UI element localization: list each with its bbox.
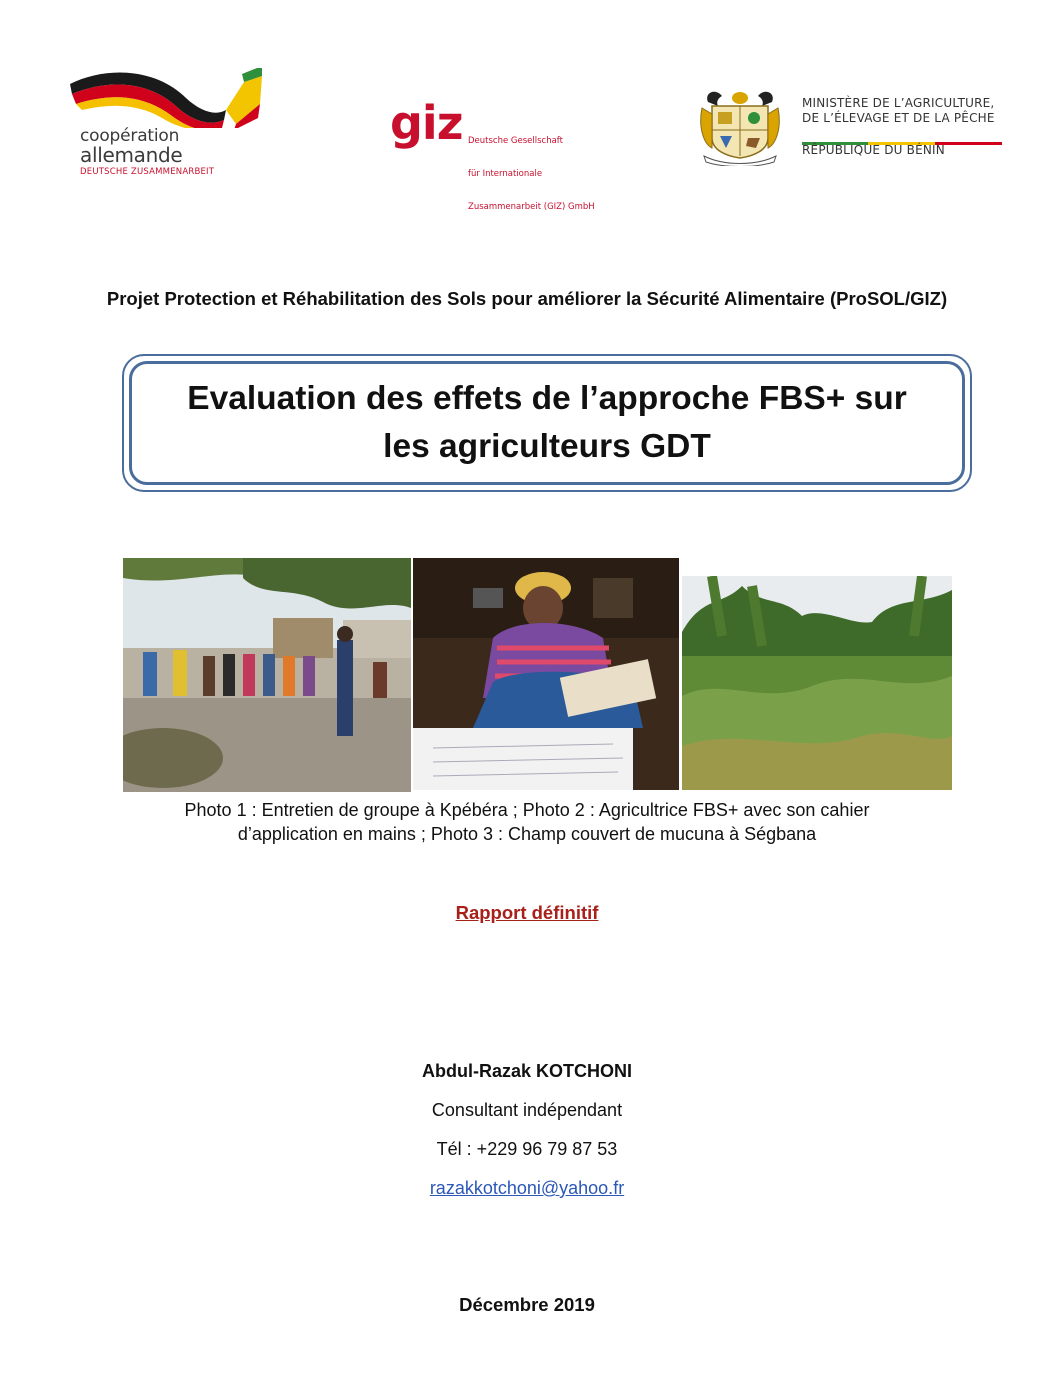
giz-wordmark: giz — [390, 96, 463, 150]
group-meeting-photo — [123, 558, 411, 792]
giz-logo — [390, 96, 610, 212]
giz-description — [468, 114, 595, 235]
mucuna-field-photo — [682, 576, 952, 790]
photo-caption-line2: d’application en mains ; Photo 3 : Champ couvert de mucuna à Ségbana — [237, 824, 817, 844]
report-title-line1: Evaluation des effets de l’approche FBS+ sur — [187, 380, 907, 417]
report-title — [167, 375, 927, 471]
farmer-with-notebook-photo — [413, 558, 679, 790]
cooperation-line1: coopération — [80, 126, 180, 146]
photo-caption — [100, 798, 954, 846]
author-phone: Tél : +229 96 79 87 53 — [436, 1139, 618, 1159]
cooperation-line3: DEUTSCHE ZUSAMMENARBEIT — [80, 167, 215, 177]
cooperation-allemande-logo — [66, 68, 266, 180]
republic-label: RÉPUBLIQUE DU BÉNIN — [802, 143, 945, 157]
benin-coat-of-arms-icon — [698, 88, 782, 166]
flag-stripe — [802, 132, 1002, 135]
ministry-logo — [698, 88, 1008, 168]
author-name: Abdul-Razak KOTCHONI — [421, 1061, 632, 1081]
author-block — [0, 1058, 1054, 1201]
title-box — [122, 354, 972, 492]
report-title-line2: les agriculteurs GDT — [383, 428, 711, 465]
flag-ribbon-icon — [66, 68, 266, 128]
ministry-line2: DE L’ÉLEVAGE ET DE LA PÊCHE — [802, 111, 995, 125]
giz-desc-line1: Deutsche Gesellschaft — [468, 136, 563, 146]
photo-caption-line1: Photo 1 : Entretien de groupe à Kpébéra ; Photo 2 : Agricultrice FBS+ avec son cahier — [184, 800, 870, 820]
cooperation-line2: allemande — [80, 143, 183, 167]
ministry-line1: MINISTÈRE DE L’AGRICULTURE, — [802, 96, 995, 110]
author-email-link[interactable]: razakkotchoni@yahoo.fr — [429, 1178, 625, 1198]
report-date: Décembre 2019 — [459, 1294, 595, 1315]
title-box-inner — [129, 361, 965, 485]
report-status: Rapport définitif — [455, 902, 599, 923]
giz-desc-line2: für Internationale — [468, 169, 543, 179]
author-role: Consultant indépendant — [431, 1100, 623, 1120]
giz-desc-line3: Zusammenarbeit (GIZ) GmbH — [468, 202, 595, 212]
project-title: Projet Protection et Réhabilitation des Sols pour améliorer la Sécurité Alimentaire (ProSOL/GIZ) — [106, 288, 948, 309]
